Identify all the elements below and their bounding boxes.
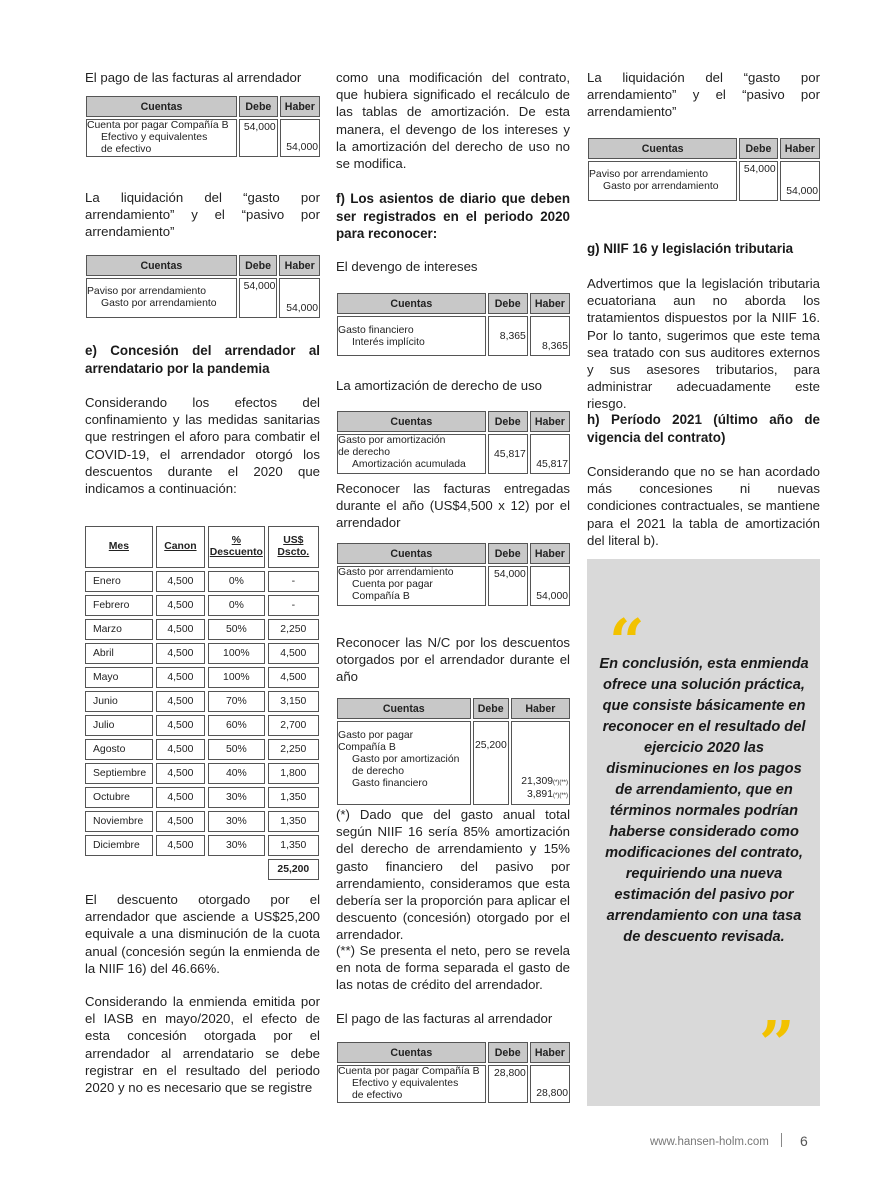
debit-value: 54,000 [488, 566, 528, 606]
debit-value: 45,817 [488, 434, 528, 474]
debit-value: 28,800 [488, 1065, 528, 1103]
discount-amount-cell: - [268, 571, 319, 592]
debit-value: 25,200 [473, 721, 509, 805]
journal-table [84, 94, 322, 159]
table-row [85, 835, 319, 856]
section-heading-e: e) Concesión del arrendador al arrendatario por la pandemia [85, 343, 320, 376]
table-row [85, 691, 319, 712]
account-cell: Gasto por pagar Compañía B Gasto por amortización de derecho Gasto financiero [337, 721, 471, 805]
paragraph: Reconocer las facturas entregadas durante el año (US$4,500 x 12) por el arrendador [336, 481, 570, 531]
discount-pct-cell: 100% [208, 643, 265, 664]
table-row [85, 811, 319, 832]
discount-amount-cell: 4,500 [268, 667, 319, 688]
credit-value: 8,365 [530, 316, 570, 356]
credit-value: 54,000 [279, 278, 320, 318]
canon-cell: 4,500 [156, 835, 205, 856]
col-header-cuentas: Cuentas [337, 293, 486, 314]
credit-value: 28,800 [530, 1065, 570, 1103]
pull-quote-text: En conclusión, esta enmienda ofrece una solución práctica, que consiste básicamente en reconocer en el resultado del ejercicio 2020 las disminuciones en los pagos de arrendamiento, que en términos normales podrían haberse considerado como modificaciones del contrato, requiriendo una nueva estimación del pasivo por arrendamiento con una tasa de descuento revisada. [599, 656, 809, 945]
discount-amount-cell: 4,500 [268, 643, 319, 664]
col-header-cuentas: Cuentas [588, 138, 737, 159]
col-header-haber: Haber [280, 96, 320, 117]
journal-table [335, 291, 572, 358]
journal-table [335, 1040, 572, 1105]
month-cell: Septiembre [85, 763, 153, 784]
discount-table [82, 523, 322, 883]
col-header-haber: Haber [279, 255, 320, 276]
month-cell: Octubre [85, 787, 153, 808]
account-cell: Cuenta por pagar Compañía B Efectivo y equivalentes de efectivo [86, 119, 237, 157]
discount-amount-cell: 3,150 [268, 691, 319, 712]
table-row [85, 715, 319, 736]
canon-cell: 4,500 [156, 571, 205, 592]
paragraph: El pago de las facturas al arrendador [336, 1011, 553, 1026]
col-header-haber: Haber [530, 1042, 570, 1063]
footnote: (*) Dado que del gasto anual total según NIIF 16 sería 85% amortización del derecho de arrendamiento y 15% gasto financiero del pasivo por arrendamiento, consideramos que esta debería ser la proporción para aplicar el descuento (concesión) otorgado por el arrendador. [336, 807, 570, 943]
paragraph: Considerando la enmienda emitida por el IASB en mayo/2020, el efecto de esta concesión otorgada por el arrendador al arrendatario se debe registrar en el resultado del periodo 2020 y no es necesario que se registre [85, 994, 320, 1096]
month-cell: Abril [85, 643, 153, 664]
col-header-cuentas: Cuentas [86, 255, 237, 276]
discount-amount-cell: 1,350 [268, 835, 319, 856]
paragraph: La amortización de derecho de uso [336, 378, 543, 393]
account-cell: Paviso por arrendamiento Gasto por arrendamiento [588, 161, 737, 201]
discount-amount-cell: - [268, 595, 319, 616]
canon-cell: 4,500 [156, 691, 205, 712]
col-header-haber: Haber [530, 543, 570, 564]
table-row [85, 595, 319, 616]
month-cell: Diciembre [85, 835, 153, 856]
col-header-cuentas: Cuentas [337, 543, 486, 564]
col-header-debe: Debe [488, 293, 528, 314]
discount-amount-cell: 1,350 [268, 811, 319, 832]
total-value: 25,200 [268, 859, 319, 880]
table-row [85, 787, 319, 808]
col-header-debe: Debe [239, 255, 278, 276]
footer-url[interactable]: www.hansen-holm.com [650, 1136, 769, 1148]
section-heading-g: g) NIIF 16 y legislación tributaria [587, 241, 794, 256]
debit-value: 54,000 [239, 119, 278, 157]
credit-values: 21,309(*)(**) 3,891(*)(**) [511, 721, 570, 805]
credit-value: 54,000 [530, 566, 570, 606]
discount-amount-cell: 1,800 [268, 763, 319, 784]
col-header-cuentas: Cuentas [86, 96, 237, 117]
discount-pct-cell: 50% [208, 619, 265, 640]
canon-cell: 4,500 [156, 763, 205, 784]
col-header-debe: Debe [239, 96, 278, 117]
discount-pct-cell: 0% [208, 571, 265, 592]
account-cell: Cuenta por pagar Compañía B Efectivo y equivalentes de efectivo [337, 1065, 486, 1103]
month-cell: Agosto [85, 739, 153, 760]
paragraph: Reconocer las N/C por los descuentos otorgados por el arrendador durante el año [336, 635, 570, 685]
discount-pct-cell: 100% [208, 667, 265, 688]
credit-value: 54,000 [780, 161, 820, 201]
paragraph: Considerando que no se han acordado más concesiones ni nuevas condiciones contractuales, se mantiene para el 2021 la tabla de amortización del literal b). [587, 464, 820, 548]
discount-pct-cell: 0% [208, 595, 265, 616]
discount-amount-cell: 2,250 [268, 619, 319, 640]
table-row [85, 643, 319, 664]
col-header-haber: Haber [530, 411, 570, 432]
col-header-debe: Debe [739, 138, 777, 159]
footer-divider [781, 1133, 782, 1147]
credit-value: 54,000 [280, 119, 320, 157]
discount-amount-cell: 1,350 [268, 787, 319, 808]
journal-table [335, 409, 572, 476]
discount-pct-cell: 30% [208, 811, 265, 832]
col-header-haber: Haber [780, 138, 820, 159]
col-header-cuentas: Cuentas [337, 1042, 486, 1063]
paragraph: El descuento otorgado por el arrendador que asciende a US$25,200 equivale a una disminución de la cuota anual (concesión según la enmienda de la NIIF 16) del 46.66%. [85, 892, 320, 976]
col-header-cuentas: Cuentas [337, 698, 471, 719]
discount-amount-cell: 2,250 [268, 739, 319, 760]
debit-value: 54,000 [239, 278, 278, 318]
section-heading-h: h) Período 2021 (último año de vigencia del contrato) [587, 412, 820, 445]
paragraph: Considerando los efectos del confinamiento y las medidas sanitarias que restringen el aforo para combatir el COVID-19, el arrendador otorgó los descuentos durante el 2020 que indicamos a continuación: [85, 395, 320, 497]
month-cell: Marzo [85, 619, 153, 640]
paragraph: La liquidación del “gasto por arrendamiento” y el “pasivo por arrendamiento” [85, 190, 320, 240]
canon-cell: 4,500 [156, 811, 205, 832]
table-row [85, 619, 319, 640]
paragraph: Advertimos que la legislación tributaria ecuatoriana aun no aborda los tratamientos dispuestos por la NIIF 16. Por lo tanto, sugerimos que este tema sea tratado con sus auditores externos y sus asesores tributarios, para administrar adecuadamente este riesgo. [587, 276, 820, 412]
col-header-debe: Debe [473, 698, 509, 719]
credit-value: 45,817 [530, 434, 570, 474]
month-cell: Junio [85, 691, 153, 712]
account-cell: Gasto por arrendamiento Cuenta por pagar Compañía B [337, 566, 486, 606]
paragraph: La liquidación del “gasto por arrendamiento” y el “pasivo por arrendamiento” [587, 70, 820, 120]
close-quote-icon: ” [759, 1007, 795, 1080]
section-heading-f: f) Los asientos de diario que deben ser registrados en el periodo 2020 para reconocer: [336, 191, 570, 242]
discount-pct-cell: 50% [208, 739, 265, 760]
journal-table [586, 136, 822, 203]
pull-quote-box [587, 559, 820, 1106]
col-header-cuentas: Cuentas [337, 411, 486, 432]
col-header-descuento: % Descuento [208, 526, 265, 568]
month-cell: Julio [85, 715, 153, 736]
open-quote-icon: “ [609, 605, 645, 678]
table-row [85, 667, 319, 688]
paragraph: El pago de las facturas al arrendador [85, 70, 302, 85]
table-row [85, 763, 319, 784]
table-row [85, 571, 319, 592]
month-cell: Noviembre [85, 811, 153, 832]
canon-cell: 4,500 [156, 787, 205, 808]
col-header-dscto: US$ Dscto. [268, 526, 319, 568]
journal-table [335, 541, 572, 608]
debit-value: 54,000 [739, 161, 777, 201]
col-header-haber: Haber [530, 293, 570, 314]
journal-table [335, 696, 572, 807]
discount-pct-cell: 40% [208, 763, 265, 784]
canon-cell: 4,500 [156, 715, 205, 736]
col-header-haber: Haber [511, 698, 570, 719]
canon-cell: 4,500 [156, 595, 205, 616]
canon-cell: 4,500 [156, 667, 205, 688]
discount-pct-cell: 30% [208, 835, 265, 856]
paragraph: como una modificación del contrato, que hubiera significado el recálculo de las tablas de amortización. De esta manera, el devengo de los intereses y la amortización del derecho de uso no se modifica. [336, 70, 570, 172]
discount-pct-cell: 30% [208, 787, 265, 808]
month-cell: Mayo [85, 667, 153, 688]
month-cell: Enero [85, 571, 153, 592]
canon-cell: 4,500 [156, 739, 205, 760]
col-header-mes: Mes [85, 526, 153, 568]
discount-pct-cell: 60% [208, 715, 265, 736]
month-cell: Febrero [85, 595, 153, 616]
col-header-debe: Debe [488, 1042, 528, 1063]
paragraph: El devengo de intereses [336, 259, 478, 274]
footnote: (**) Se presenta el neto, pero se revela en nota de forma separada el gasto de las notas de crédito del arrendador. [336, 943, 570, 993]
journal-table [84, 253, 322, 320]
page-number: 6 [800, 1133, 808, 1149]
canon-cell: 4,500 [156, 619, 205, 640]
col-header-canon: Canon [156, 526, 205, 568]
account-cell: Paviso por arrendamiento Gasto por arrendamiento [86, 278, 237, 318]
account-cell: Gasto financiero Interés implícito [337, 316, 486, 356]
table-row [85, 739, 319, 760]
col-header-debe: Debe [488, 543, 528, 564]
account-cell: Gasto por amortización de derecho Amortización acumulada [337, 434, 486, 474]
col-header-debe: Debe [488, 411, 528, 432]
discount-amount-cell: 2,700 [268, 715, 319, 736]
discount-pct-cell: 70% [208, 691, 265, 712]
canon-cell: 4,500 [156, 643, 205, 664]
debit-value: 8,365 [488, 316, 528, 356]
